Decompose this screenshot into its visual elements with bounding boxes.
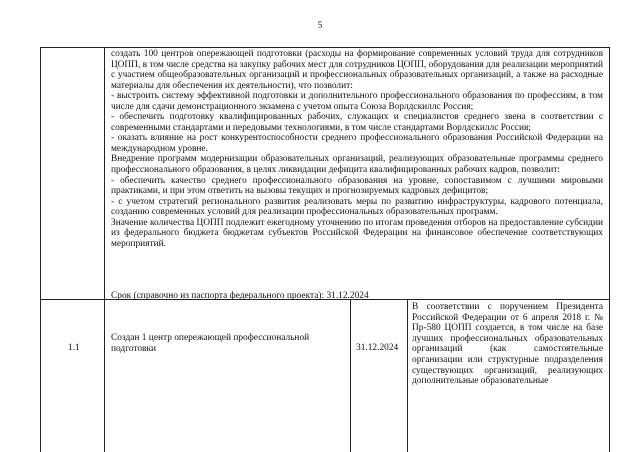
row-date: 31.12.2024 [356,343,399,353]
row-number: 1.1 [68,343,80,353]
paragraph: Внедрение программ модернизации образовательных организаций, реализующих образовательные программы среднего профессионального образования, в целях ликвидации дефицита квалифицированных рабочих кадров, позволит: [111,154,603,176]
paragraph: - выстроить систему эффективной подготовки и дополнительного профессионального образования по профессиям, в том числе для сдачи демонстрационного экзамена с учетом опыта Союза Ворлдскиллс Россия; [111,91,603,112]
paragraph: - оказать влияние на рост конкурентоспособности среднего профессионального образования Российской Федерации на международном уровне. [111,133,603,154]
paragraph: - с учетом стратегий регионального развития реализовать меры по развитию инфраструктуры, кадрового потенциала, созданию современных условий для реализации профессиональных образовательных программ. [111,196,603,218]
paragraph: создать 100 центров опережающей подготовки (расходы на формирование современных условий труда для сотрудников ЦОПП, в том числе средства на закупку рабочих мест для сотрудников ЦОПП, оборудования для реализации мероприятий с участием общеобразовательных организаций и профессиональных образовательных организаций, а также на расходные материалы для обеспечения их деятельности), что позволит: [111,49,603,91]
paragraph: - обеспечить подготовку квалифицированных рабочих, служащих и специалистов среднего звена в соответствии с современными стандартами и передовыми технологиями, в том числе стандартами Ворлдскиллс Россия; [111,112,603,133]
page-number: 5 [317,20,323,30]
term-line: Срок (справочно из паспорта федерального проекта): 31.12.2024 [111,291,369,301]
paragraph: Значение количества ЦОПП подлежит ежегодному уточнению по итогам проведения отборов на предоставление субсидии из федерального бюджета бюджетам субъектов Российской Федерации на финансовое обеспечение соответствующих мероприятий. [111,217,603,249]
row-title: Создан 1 центр опережающей профессиональной подготовки [111,333,310,354]
paragraph: - обеспечить качество среднего профессионального образования на уровне, сопоставимом с лучшими мировыми практиками, и при этом ответить на вызовы текущих и прогнозируемых кадровых дефицитов; [111,175,603,197]
project-description [111,49,603,249]
row-note: В соответствии с поручением Президента Российской Федерации от 6 апреля 2018 г. № Пр-580 ЦОПП создается, в том числе на базе лучших профессиональных образовательных организаций (как самостоятельные организации или структурные подразделения существующих организаций, реализующих дополнительные образовательные [412,302,603,387]
